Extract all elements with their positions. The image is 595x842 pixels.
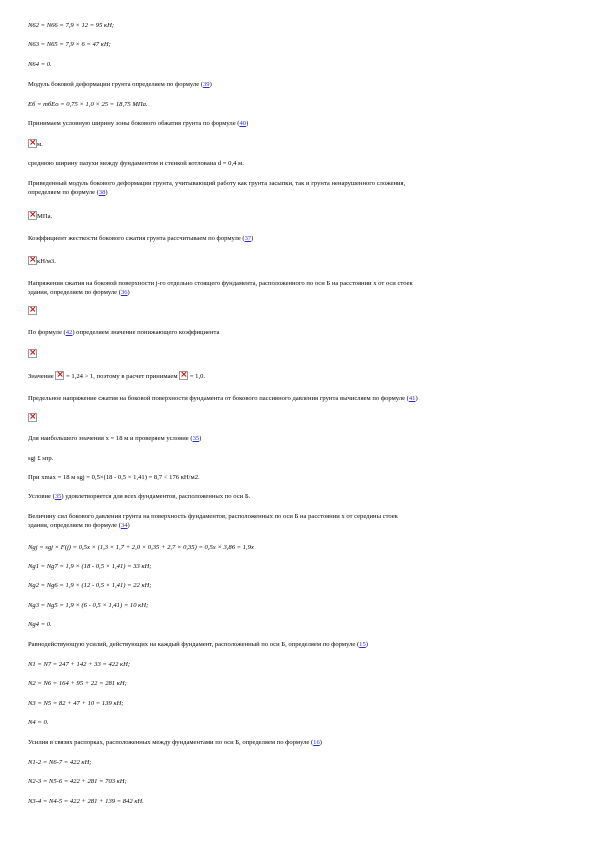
paragraph-lateral-modulus: Модуль боковой деформации грунта определяем по формуле (39) (28, 81, 212, 88)
eq-n64: N64 = 0. (28, 61, 52, 68)
formula-ref-16[interactable]: 16 (313, 739, 320, 746)
formula-image-line-1: ×м. (28, 139, 573, 149)
formula-ref-41[interactable]: 41 (408, 395, 416, 402)
formula-ref-42[interactable]: 42 (65, 329, 73, 336)
broken-image-icon (28, 139, 37, 148)
formula-ref-36[interactable]: 36 (120, 289, 128, 296)
formula-image-line-4 (28, 306, 573, 316)
eq-n3-4: N3-4 = N4-5 = 422 + 281 + 139 = 842 кН. (28, 798, 144, 805)
paragraph-resultant-forces: Равнодействующую усилий, действующих на каждый фундамент, расположенный по оси Б, определяем по формуле (15) (28, 641, 368, 648)
paragraph-lateral-forces-line-2: здания, определяем по формуле (34) (28, 522, 130, 529)
formula-image-line-2: ×МПа. (28, 211, 573, 221)
formula-image-line-6 (28, 413, 573, 423)
eq-ng2: Ng2 = Ng6 = 1,9 × (12 - 0,5 × 1,41) = 22 кН; (28, 582, 152, 589)
formula-ref-35-second[interactable]: 35 (54, 493, 62, 500)
broken-image-icon (179, 371, 188, 380)
broken-image-icon (55, 371, 64, 380)
eq-ngj: Ngj = sgj × F(j) = 0,5х × (1,3 × 1,7 + 2,0 × 0,35 + 2,7 × 0,35) = 0,5х × 3,86 = 1,9х (28, 544, 254, 551)
paragraph-strut-forces: Усилия в связях распорках, расположенных между фундаментами по оси Б, определяем по формуле (16) (28, 739, 322, 746)
formula-image-line-5 (28, 349, 573, 359)
eq-ng4: Ng4 = 0. (28, 621, 52, 628)
paragraph-limit-stress: Предельное напряжение сжатия на боковой поверхности фундамента от бокового пассивного давления грунта вычисляем по формуле (41) (28, 395, 418, 402)
formula-ref-37[interactable]: 37 (244, 235, 252, 242)
eq-n1-2: N1-2 = N6-7 = 422 кН; (28, 759, 92, 766)
paragraph-reduced-modulus-line-1: Приведенный модуль бокового деформации грунта, учитывающий работу как грунта засыпки, так и грунта ненарушенного сложения, (28, 180, 406, 187)
broken-image-icon (28, 256, 37, 265)
formula-ref-38[interactable]: 38 (98, 189, 106, 196)
formula-ref-15[interactable]: 15 (359, 641, 366, 648)
paragraph-condition-satisfied: Условие (35) удовлетворяется для всех фундаментов, расположенных по оси Б. (28, 493, 251, 500)
eq-xmax: При хmax = 18 м sgj = 0,5×(18 - 0,5 × 1,41) = 8,7 < 176 кН/м2. (28, 474, 200, 481)
broken-image-icon (28, 306, 37, 315)
paragraph-compression-stress-line-1: Напряжения сжатия на боковой поверхности j-го отдельно стоящего фундамента, расположенного по оси Б на расстоянии х от оси стоек (28, 280, 413, 287)
formula-ref-34[interactable]: 34 (120, 522, 128, 529)
paragraph-max-x-check: Для наибольшего значения х = 18 м и проверяем условие (35) (28, 435, 202, 442)
paragraph-value-check: Значение × = 1,24 > 1, поэтому в расчет принимаем × = 1,0. (28, 371, 573, 381)
eq-n2: N2 = N6 = 164 + 95 + 22 = 281 кН; (28, 680, 127, 687)
formula-ref-39[interactable]: 39 (202, 81, 210, 88)
paragraph-reduced-modulus-line-2: определяем по формуле (38) (28, 189, 108, 196)
eq-ng1: Ng1 = Ng7 = 1,9 × (18 - 0,5 × 1,41) = 33 кН; (28, 563, 152, 570)
paragraph-lateral-forces-line-1: Величину сил бокового давления грунта на поверхность фундаментов, расположенных по оси Б на расстоянии х от середины стоек (28, 513, 398, 520)
formula-image-line-3: ×кН/м3. (28, 256, 573, 266)
paragraph-compression-stress-line-2: здания, определяем по формуле (36) (28, 289, 130, 296)
eq-condition: sgj £ sпр. (28, 455, 54, 462)
paragraph-pit-width: среднюю ширину пазухи между фундаментом и стенкой котлована d = 0,4 м. (28, 160, 244, 167)
eq-n62: N62 = N66 = 7,9 × 12 = 95 кН; (28, 22, 115, 29)
formula-ref-35[interactable]: 35 (192, 435, 200, 442)
paragraph-zone-width: Принимаем условную ширину зоны бокового обжатия грунта по формуле (40) (28, 120, 249, 127)
broken-image-icon (28, 211, 37, 220)
broken-image-icon (28, 413, 37, 422)
eq-n1: N1 = N7 = 247 + 142 + 33 = 422 кН; (28, 661, 131, 668)
broken-image-icon (28, 349, 37, 358)
paragraph-reduction-coefficient: По формуле (42) определяем значение понижающего коэффициента (28, 329, 220, 336)
eq-n63: N63 = N65 = 7,9 × 6 = 47 кН; (28, 41, 111, 48)
formula-ref-40[interactable]: 40 (239, 120, 247, 127)
eq-n3: N3 = N5 = 82 + 47 + 10 = 139 кН; (28, 700, 124, 707)
eq-eb: Eб = mбEо = 0,75 × 1,0 × 25 = 18,75 МПа. (28, 101, 148, 108)
eq-n2-3: N2-3 = N5-6 = 422 + 281 = 703 кН; (28, 778, 127, 785)
eq-n4: N4 = 0. (28, 719, 49, 726)
paragraph-stiffness-coefficient: Коэффициент жесткости бокового сжатия грунта рассчитываем по формуле (37) (28, 235, 254, 242)
eq-ng3: Ng3 = Ng5 = 1,9 × (6 - 0,5 × 1,41) = 10 кН; (28, 602, 149, 609)
